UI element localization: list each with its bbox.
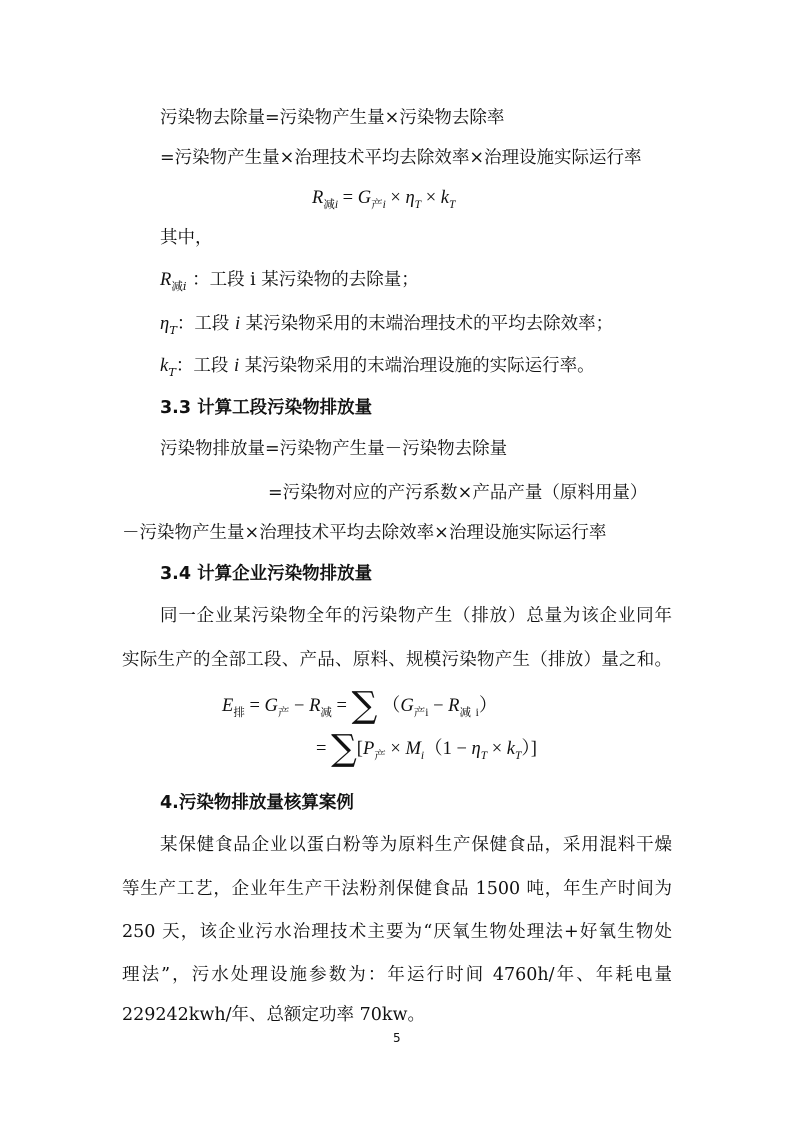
eq2-sub-chan: 产 <box>277 707 290 719</box>
eq-sub-i: i <box>334 199 339 211</box>
case-paragraph-line2: 等生产工艺，企业年生产干法粉剂保健食品 1500 吨，年生产时间为 <box>122 879 672 899</box>
eq2-sigma: ∑ <box>351 685 378 726</box>
formula-text-removal-expanded: =污染物产生量×治理技术平均去除效率×治理设施实际运行率 <box>160 148 642 168</box>
def-text-eta-b: 某污染物采用的末端治理技术的平均去除效率； <box>245 314 614 334</box>
eq2-symbol-G: G <box>264 696 278 716</box>
def-text-k-b: 某污染物采用的末端治理设施的实际运行率。 <box>244 356 595 376</box>
eq3-lparen: （ <box>424 739 443 759</box>
eq3-symbol-P: P <box>362 739 375 759</box>
eq3-times: × <box>491 739 503 759</box>
eq-times: × <box>390 188 401 208</box>
def-symbol-R: R <box>160 270 172 290</box>
eq2-equals: = <box>249 696 260 716</box>
eq3-symbol-k: k <box>506 739 516 759</box>
eq2-rparen: ） <box>478 696 498 716</box>
definition-k <box>160 354 595 379</box>
eq-times: × <box>425 188 437 208</box>
eq2-lparen: （ <box>381 696 401 716</box>
eq2-sub-i: i <box>475 707 479 719</box>
eq2-sub-i: i <box>425 707 429 719</box>
section-heading-3-4: 3.4 计算企业污染物排放量 <box>160 564 373 584</box>
eq-sub-chan: 产 <box>371 199 383 211</box>
where-label: 其中， <box>160 228 213 248</box>
eq3-symbol-M: M <box>405 739 421 759</box>
eq-sub-T: T <box>448 199 456 211</box>
eq-sub-T: T <box>414 199 422 211</box>
page-number: 5 <box>393 1031 401 1045</box>
formula-text-emission: 污染物排放量=污染物产生量－污染物去除量 <box>160 439 508 459</box>
eq-symbol-k: k <box>440 188 449 208</box>
case-paragraph-line1: 某保健食品企业以蛋白粉等为原料生产保健食品，采用混料干燥 <box>160 835 672 855</box>
eq-symbol-R: R <box>312 188 324 208</box>
eq3-sub-T: T <box>480 750 488 762</box>
eq2-symbol-E: E <box>222 696 234 716</box>
def-text-k-a: ：工段 <box>175 356 229 376</box>
eq-symbol-G: G <box>357 188 372 208</box>
eq2-minus: − <box>294 696 305 716</box>
def-sub-i: i <box>182 279 187 293</box>
eq2-minus: − <box>433 696 444 716</box>
def-symbol-i: i <box>233 356 240 376</box>
eq3-lbrack: [ <box>356 739 363 759</box>
def-text-R: ：工段 i 某污染物的去除量； <box>192 270 419 290</box>
eq3-sub-T: T <box>515 750 522 762</box>
eq3-sub-chan: 产 <box>374 750 386 762</box>
eq2-sub-chan-i: 产 <box>413 707 426 719</box>
equation-emission-line1 <box>222 685 498 726</box>
formula-text-removal: 污染物去除量=污染物产生量×污染物去除率 <box>160 108 505 128</box>
eq3-one: 1 <box>442 739 452 759</box>
section-heading-4: 4.污染物排放量核算案例 <box>160 793 354 813</box>
eq2-symbol-G-i: G <box>400 696 414 716</box>
def-symbol-i: i <box>234 314 241 334</box>
eq3-times: × <box>390 739 401 759</box>
section-heading-3-3: 3.3 计算工段污染物排放量 <box>160 398 373 418</box>
eq-sub-jian: 减 <box>323 199 335 211</box>
paragraph-total-line2: 实际生产的全部工段、产品、原料、规模污染物产生（排放）量之和。 <box>122 650 672 670</box>
definition-eta <box>160 312 613 337</box>
def-symbol-eta: η <box>160 314 170 334</box>
eq3-rparen: ） <box>521 739 531 759</box>
eq3-sub-i: i <box>420 750 425 762</box>
equation-emission-line2 <box>316 728 537 769</box>
paragraph-total-line1: 同一企业某污染物全年的污染物产生（排放）总量为该企业同年 <box>160 606 672 626</box>
definition-R <box>160 268 419 293</box>
eq3-symbol-eta: η <box>471 739 481 759</box>
formula-text-emission-minus: －污染物产生量×治理技术平均去除效率×治理设施实际运行率 <box>122 523 607 543</box>
eq3-minus: − <box>456 739 467 759</box>
def-sub-T: T <box>168 365 176 379</box>
case-paragraph-line3: 250 天，该企业污水治理技术主要为“厌氧生物处理法+好氧生物处 <box>122 922 672 942</box>
eq-symbol-eta: η <box>405 188 415 208</box>
eq3-rbrack: ] <box>530 739 537 759</box>
eq2-sub-pai: 排 <box>233 707 245 719</box>
eq-equals: = <box>342 188 354 208</box>
def-sub-T: T <box>169 323 177 337</box>
eq2-sub-jian-i: 减 <box>459 707 471 719</box>
case-paragraph-line4: 理法”，污水处理设施参数为：年运行时间 4760h/年、年耗电量 <box>122 965 672 985</box>
case-paragraph-line5: 229242kwh/年、总额定功率 70kw。 <box>122 1005 425 1025</box>
eq2-symbol-R-i: R <box>448 696 460 716</box>
def-symbol-k: k <box>160 356 169 376</box>
formula-text-emission-coef: =污染物对应的产污系数×产品产量（原料用量） <box>268 483 648 503</box>
def-sub-jian: 减 <box>171 279 183 293</box>
eq-sub-i: i <box>382 199 386 211</box>
eq2-symbol-R: R <box>309 696 321 716</box>
eq2-sub-jian: 减 <box>320 707 332 719</box>
eq3-sigma: ∑ <box>331 728 357 769</box>
eq2-equals: = <box>336 696 347 716</box>
eq3-equals: = <box>316 739 327 759</box>
equation-removal <box>312 186 455 212</box>
def-text-eta-a: ：工段 <box>176 314 230 334</box>
